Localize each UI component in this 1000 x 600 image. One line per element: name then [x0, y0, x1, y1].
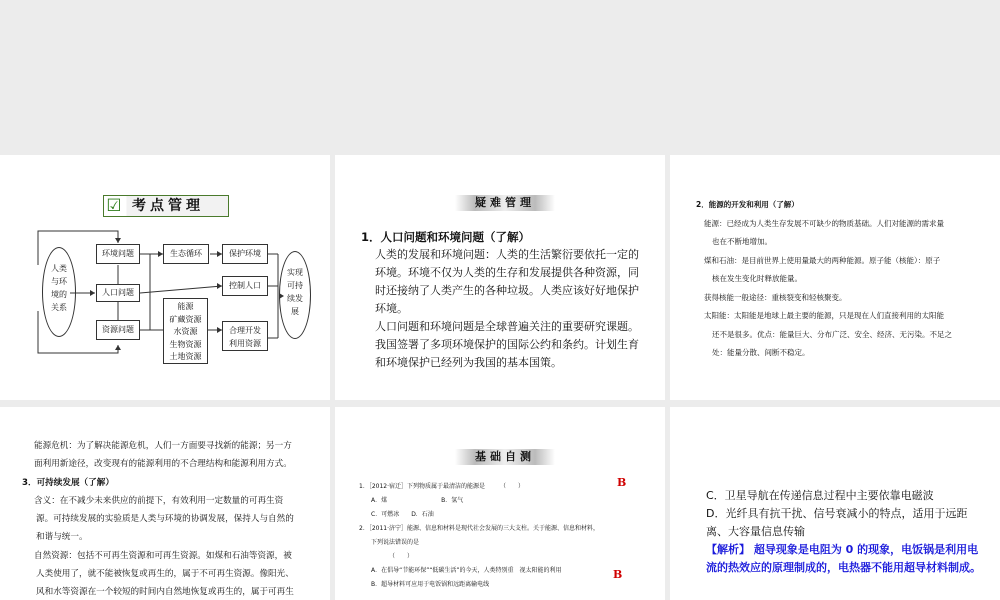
node-ecocycle: 生态循环 [163, 244, 209, 264]
left-oval-human-environment [42, 247, 76, 337]
node-env-problem: 环境问题 [96, 244, 140, 264]
rational-line: 合理开发 [229, 326, 261, 335]
analysis-text-cont: 流的热效应的原理制成的，电热器不能用超导材料制成。 [706, 561, 981, 574]
question-2-option-a: A．在倡导“节能环保”“低碳生活”的今天，人类特别重 视太阳能的利用 [371, 567, 562, 574]
text-line: 获得核能一般途径：重核裂变和轻核聚变。 [704, 292, 847, 302]
oval-line: 与环 [51, 277, 67, 286]
oval-line: 关系 [51, 303, 67, 312]
answer-1: B [617, 476, 627, 489]
text-line: 和谐与统一。 [36, 532, 88, 543]
text-line: 核在发生变化时释放能量。 [712, 274, 802, 283]
quiz-block [359, 480, 639, 592]
node-protect-env: 保护环境 [222, 244, 268, 264]
text-line: 含义：在不减少未来供应的前提下，有效利用一定数量的可再生资 [34, 495, 284, 506]
slide-sustainable-development[interactable] [0, 407, 330, 600]
slide-kaodian-guanli[interactable] [0, 155, 330, 400]
text-line: 能源：已经成为人类生存发展不可缺少的物质基础。人们对能源的需求量 [704, 218, 944, 228]
slide-answer-analysis[interactable] [670, 407, 1000, 600]
rational-line: 利用资源 [229, 339, 261, 348]
text-line: 太阳能：太阳能是地球上最主要的能源，只是现在人们直接利用的太阳能 [704, 311, 944, 320]
analysis-label: 【解析】 [706, 543, 750, 556]
text-line: 人类的发展和环境问题：人类的生活繁衍要依托一定的 [375, 248, 639, 261]
section-heading: 3．可持续发展（了解） [22, 477, 114, 488]
node-population-problem: 人口问题 [96, 284, 140, 302]
section-banner: 基础自测 [455, 449, 555, 465]
resource-item: 生物资源 [169, 339, 202, 349]
node-resource-problem: 资源问题 [96, 320, 140, 340]
energy-text-block [696, 196, 996, 363]
question-2-paren: （ ） [389, 553, 414, 560]
analysis-text: 超导现象是电阻为 0 的现象，电饭锅是利用电 [753, 543, 979, 556]
topic-heading: 1．人口问题和环境问题（了解） [361, 230, 530, 244]
question-1-options-ab: A．煤 B．氢气 [371, 497, 464, 504]
oval-line: 境的 [51, 290, 67, 299]
section-heading: 2．能源的开发和利用（了解） [696, 200, 799, 209]
resource-item: 土地资源 [169, 352, 202, 361]
node-rational-development [222, 321, 268, 351]
options-and-analysis [706, 487, 986, 577]
oval-line: 人类 [51, 264, 67, 273]
resource-item: 能源 [177, 302, 194, 311]
slide-yinan-guanli[interactable] [335, 155, 665, 400]
resource-item: 矿藏资源 [169, 314, 202, 324]
slide-energy-development[interactable] [670, 155, 1000, 400]
option-c: C．卫星导航在传递信息过程中主要依靠电磁波 [706, 489, 934, 502]
option-d: D．光纤具有抗干扰、信号衰减小的特点，适用于远距 [706, 507, 968, 520]
question-2-cont: 下列说法错误的是 [371, 539, 420, 546]
text-line: 我国签署了多项环境保护的国际公约和条约。计划生育 [375, 338, 639, 351]
text-line: 时还接纳了人类产生的各种垃圾。人类应该好好地保护 [375, 284, 639, 297]
option-d-cont: 离、大容量信息传输 [706, 525, 805, 538]
text-line: 面利用新途径，改变现有的能源利用的不合理结构和能源利用方式。 [34, 459, 292, 470]
text-line: 风和水等资源在一个较短的时间内自然地恢复或再生的，属于可再生 [36, 587, 294, 598]
topic-paragraph [375, 246, 645, 372]
text-line: 环境。环境不仅为人类的生存和发展提供各种资源，同 [375, 266, 639, 279]
oval-line: 续发 [287, 294, 303, 303]
text-line: 自然资源：包括不可再生资源和可再生资源。如煤和石油等资源，被 [34, 550, 292, 561]
slide-title: 考点管理 [132, 198, 204, 214]
oval-line: 可持 [287, 281, 303, 290]
text-line: 处：能量分散、间断不稳定。 [712, 348, 810, 357]
text-line: 煤和石油：是目前世界上使用量最大的两种能源。原子能（核能）：原子 [704, 255, 941, 265]
section-banner: 疑难管理 [455, 195, 555, 211]
text-line: 人类使用了，就不能被恢复或再生的，属于不可再生资源。像阳光、 [36, 569, 294, 580]
oval-line: 实现 [287, 268, 303, 277]
oval-line: 展 [291, 307, 299, 316]
text-line: 环境。 [375, 302, 408, 315]
node-control-population: 控制人口 [222, 276, 268, 296]
resource-item: 水资源 [173, 327, 198, 336]
sustainable-text-block [22, 437, 322, 600]
text-line: 能源危机：为了解决能源危机，人们一方面要寻找新的能源；另一方 [34, 441, 292, 451]
question-1-options-cd: C．可燃冰 D．石油 [371, 511, 434, 518]
question-2-option-b: B．超导材料可应用于电饭锅和远距离输电线 [371, 581, 490, 588]
question-1: 1．［2012·宿迁］下列物质属于最清洁的能源是 （ ） [359, 483, 524, 490]
right-oval-sustainable [279, 251, 311, 339]
node-resources-list [163, 298, 208, 364]
answer-2: B [613, 568, 623, 581]
checkmark-icon: ☑ [106, 196, 122, 216]
text-line: 也在不断地增加。 [712, 237, 772, 246]
text-line: 源。可持续发展的实验质是人类与环境的协调发展，保持人与自然的 [36, 514, 294, 525]
text-line: 和环境保护已经列为我国的基本国策。 [375, 356, 562, 369]
text-line: 还不是很多。优点：能量巨大、分布广泛、安全、经济、无污染。不足之 [712, 329, 952, 339]
text-line: 人口问题和环境问题是全球普遍关注的重要研究课题。 [375, 320, 639, 333]
question-2: 2．［2011·济宁］能源、信息和材料是现代社会发展的三大支柱。关于能源、信息和材料， [359, 525, 599, 532]
slide-jichu-zice[interactable] [335, 407, 665, 600]
